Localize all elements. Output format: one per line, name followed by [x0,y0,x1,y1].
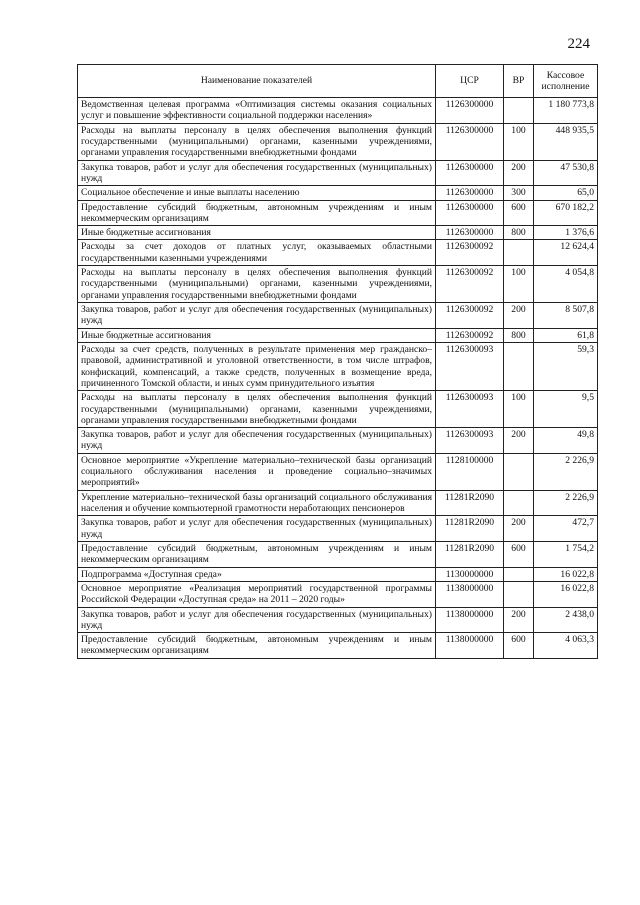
row-csr: 11281R2090 [436,516,504,542]
row-vr: 600 [504,200,534,226]
row-amount: 61,8 [534,328,598,342]
row-name: Закупка товаров, работ и услуг для обеспечения государственных (муниципальных) нужд [78,303,436,329]
row-vr [504,98,534,124]
row-csr: 1128100000 [436,453,504,490]
table-row [78,391,598,428]
table-row [78,160,598,186]
row-name: Ведомственная целевая программа «Оптимизация системы оказания социальных услуг и повышение эффективности социальной поддержки населения» [78,98,436,124]
budget-execution-table [77,64,598,659]
row-amount: 472,7 [534,516,598,542]
row-csr: 1126300093 [436,428,504,454]
row-csr: 1126300000 [436,98,504,124]
row-amount: 448 935,5 [534,123,598,160]
table-row [78,567,598,581]
row-vr: 200 [504,516,534,542]
table-row [78,186,598,200]
row-csr: 1138000000 [436,581,504,607]
row-csr: 1126300093 [436,342,504,390]
row-csr: 1126300092 [436,240,504,266]
row-vr: 200 [504,428,534,454]
row-amount: 16 022,8 [534,567,598,581]
row-name: Социальное обеспечение и иные выплаты населению [78,186,436,200]
row-csr: 1126300000 [436,160,504,186]
table-row [78,328,598,342]
table-row [78,633,598,659]
row-vr: 600 [504,541,534,567]
row-vr [504,567,534,581]
row-name: Расходы на выплаты персоналу в целях обеспечения выполнения функций государственными (муниципальными) органами, казенными учреждениями, органами управления государственными внебюджетными фондами [78,266,436,303]
table-row [78,123,598,160]
row-csr: 1130000000 [436,567,504,581]
row-vr: 100 [504,123,534,160]
row-amount: 4 063,3 [534,633,598,659]
row-vr [504,342,534,390]
row-vr: 300 [504,186,534,200]
row-name: Расходы на выплаты персоналу в целях обеспечения выполнения функций государственными (муниципальными) органами, казенными учреждениями, органами управления государственными внебюджетными фондами [78,391,436,428]
row-vr: 600 [504,633,534,659]
row-name: Предоставление субсидий бюджетным, автономным учреждениям и иным некоммерческим организациям [78,200,436,226]
row-csr: 1126300092 [436,303,504,329]
table-row [78,303,598,329]
row-amount: 65,0 [534,186,598,200]
row-name: Укрепление материально–технической базы организаций социального обслуживания населения и обучение компьютерной грамотности неработающих пенсионеров [78,490,436,516]
header-name: Наименование показателей [78,65,436,98]
row-vr: 800 [504,226,534,240]
row-name: Иные бюджетные ассигнования [78,328,436,342]
row-amount: 670 182,2 [534,200,598,226]
row-vr: 200 [504,607,534,633]
table-row [78,541,598,567]
table-row [78,266,598,303]
row-amount: 16 022,8 [534,581,598,607]
row-amount: 2 226,9 [534,490,598,516]
header-csr: ЦСР [436,65,504,98]
row-amount: 9,5 [534,391,598,428]
row-amount: 2 438,0 [534,607,598,633]
row-csr: 11281R2090 [436,541,504,567]
row-csr: 1126300093 [436,391,504,428]
row-name: Предоставление субсидий бюджетным, автономным учреждениям и иным некоммерческим организациям [78,541,436,567]
row-amount: 4 054,8 [534,266,598,303]
row-amount: 1 180 773,8 [534,98,598,124]
row-vr: 200 [504,160,534,186]
row-amount: 1 376,6 [534,226,598,240]
row-vr [504,581,534,607]
row-amount: 49,8 [534,428,598,454]
row-amount: 2 226,9 [534,453,598,490]
table-row [78,428,598,454]
row-name: Подпрограмма «Доступная среда» [78,567,436,581]
row-name: Иные бюджетные ассигнования [78,226,436,240]
row-name: Закупка товаров, работ и услуг для обеспечения государственных (муниципальных) нужд [78,607,436,633]
table-row [78,240,598,266]
row-name: Расходы за счет средств, полученных в результате применения мер гражданско–правовой, административной и уголовной ответственности, в том числе штрафов, конфискаций, компенсаций, а также средств, полученных в возмещение вреда, причиненного Томской области, и иных сумм принудительного изъятия [78,342,436,390]
row-name: Расходы за счет доходов от платных услуг, оказываемых областными государственными казенными учреждениями [78,240,436,266]
table-row [78,516,598,542]
header-vr: ВР [504,65,534,98]
row-vr: 100 [504,266,534,303]
row-csr: 1126300092 [436,266,504,303]
row-name: Предоставление субсидий бюджетным, автономным учреждениям и иным некоммерческим организациям [78,633,436,659]
row-csr: 11281R2090 [436,490,504,516]
row-vr [504,453,534,490]
row-amount: 12 624,4 [534,240,598,266]
row-csr: 1126300000 [436,226,504,240]
row-amount: 59,3 [534,342,598,390]
table-body [78,98,598,659]
header-amount: Кассовое исполнение [534,65,598,98]
row-csr: 1138000000 [436,633,504,659]
table-header-row [78,65,598,98]
row-vr: 200 [504,303,534,329]
table-row [78,453,598,490]
row-vr: 100 [504,391,534,428]
row-vr [504,490,534,516]
table-row [78,342,598,390]
row-amount: 47 530,8 [534,160,598,186]
table-row [78,581,598,607]
table-row [78,98,598,124]
row-name: Основное мероприятие «Укрепление материально–технической базы организаций социального обслуживания населения и проведение социально–значимых мероприятий» [78,453,436,490]
table-row [78,200,598,226]
table-row [78,607,598,633]
row-name: Расходы на выплаты персоналу в целях обеспечения выполнения функций государственными (муниципальными) органами, казенными учреждениями, органами управления государственными внебюджетными фондами [78,123,436,160]
row-name: Закупка товаров, работ и услуг для обеспечения государственных (муниципальных) нужд [78,428,436,454]
row-amount: 1 754,2 [534,541,598,567]
row-csr: 1126300000 [436,186,504,200]
table-row [78,490,598,516]
page-number: 224 [567,36,590,52]
row-name: Закупка товаров, работ и услуг для обеспечения государственных (муниципальных) нужд [78,516,436,542]
table-row [78,226,598,240]
row-name: Основное мероприятие «Реализация мероприятий государственной программы Российской Федерации «Доступная среда» на 2011 – 2020 годы» [78,581,436,607]
row-csr: 1138000000 [436,607,504,633]
row-name: Закупка товаров, работ и услуг для обеспечения государственных (муниципальных) нужд [78,160,436,186]
row-csr: 1126300092 [436,328,504,342]
row-vr: 800 [504,328,534,342]
row-csr: 1126300000 [436,123,504,160]
row-csr: 1126300000 [436,200,504,226]
row-vr [504,240,534,266]
row-amount: 8 507,8 [534,303,598,329]
